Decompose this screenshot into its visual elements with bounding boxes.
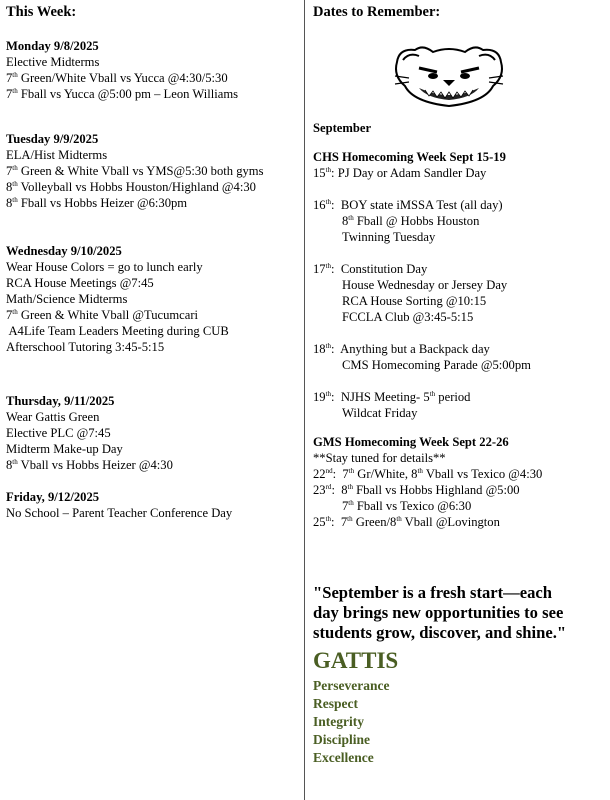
tuesday-line: 8th Volleyball vs Hobbs Houston/Highland @4:30 xyxy=(6,179,256,194)
thursday-line: 8th Vball vs Hobbs Heizer @4:30 xyxy=(6,457,173,472)
dates-to-remember-column xyxy=(313,0,605,767)
event-line: RCA House Sorting @10:15 xyxy=(342,294,487,308)
tuesday-line: ELA/Hist Midterms xyxy=(6,148,108,162)
event-line: 23rd: 8th Fball vs Hobbs Highland @5:00 xyxy=(313,482,520,497)
tuesday-line: 7th Green & White Vball vs YMS@5:30 both gyms xyxy=(6,163,264,178)
event-line: Wildcat Friday xyxy=(342,406,418,420)
gattis-value: Discipline xyxy=(313,732,371,747)
event-line: 18th: Anything but a Backpack day xyxy=(313,341,490,356)
monday-title: Monday 9/8/2025 xyxy=(6,39,99,53)
event-line: 17th: Constitution Day xyxy=(313,261,428,276)
event-line: 25th: 7th Green/8th Vball @Lovington xyxy=(313,514,500,529)
event-line: 16th: BOY state iMSSA Test (all day) xyxy=(313,197,503,212)
monday-block xyxy=(6,38,296,102)
thursday-line: Wear Gattis Green xyxy=(6,410,100,424)
gattis-title: GATTIS xyxy=(313,648,399,673)
event-line: Twinning Tuesday xyxy=(342,230,436,244)
event-line: 8th Fball @ Hobbs Houston xyxy=(342,213,480,228)
chs-title: CHS Homecoming Week Sept 15-19 xyxy=(313,150,506,164)
dates-heading: Dates to Remember: xyxy=(313,4,441,20)
friday-line: No School – Parent Teacher Conference Day xyxy=(6,506,233,520)
quote-line: students grow, discover, and shine." xyxy=(313,623,567,642)
wednesday-line: Wear House Colors = go to lunch early xyxy=(6,260,203,274)
quote-line: "September is a fresh start—each xyxy=(313,583,553,602)
monday-line: 7th Green/White Vball vs Yucca @4:30/5:30 xyxy=(6,70,228,85)
gattis-value: Excellence xyxy=(313,750,374,765)
chs-homecoming-block xyxy=(313,149,605,421)
this-week-heading: This Week: xyxy=(6,4,77,20)
wednesday-line: Math/Science Midterms xyxy=(6,292,128,306)
tuesday-title: Tuesday 9/9/2025 xyxy=(6,132,99,146)
wednesday-title: Wednesday 9/10/2025 xyxy=(6,244,122,258)
thursday-line: Elective PLC @7:45 xyxy=(6,426,111,440)
thursday-line: Midterm Make-up Day xyxy=(6,442,123,456)
month-label: September xyxy=(313,121,372,135)
gms-title: GMS Homecoming Week Sept 22-26 xyxy=(313,435,509,449)
event-line: 19th: NJHS Meeting- 5th period xyxy=(313,389,471,404)
thursday-title: Thursday, 9/11/2025 xyxy=(6,394,115,408)
friday-title: Friday, 9/12/2025 xyxy=(6,490,100,504)
gattis-value: Respect xyxy=(313,696,358,711)
gattis-value: Integrity xyxy=(313,714,364,729)
gms-homecoming-block xyxy=(313,434,605,530)
gattis-values xyxy=(313,647,605,767)
wednesday-line: RCA House Meetings @7:45 xyxy=(6,276,154,290)
thursday-block xyxy=(6,393,296,473)
gattis-value: Perseverance xyxy=(313,678,390,693)
monday-line: 7th Fball vs Yucca @5:00 pm – Leon Williams xyxy=(6,86,239,101)
wednesday-line: Afterschool Tutoring 3:45-5:15 xyxy=(6,340,165,354)
event-line: FCCLA Club @3:45-5:15 xyxy=(342,310,474,324)
quote-line: day brings new opportunities to see xyxy=(313,603,564,622)
gms-note: **Stay tuned for details** xyxy=(313,451,446,465)
wednesday-line: A4Life Team Leaders Meeting during CUB xyxy=(6,324,229,338)
wednesday-line: 7th Green & White Vball @Tucumcari xyxy=(6,307,199,322)
wednesday-block xyxy=(6,243,296,355)
this-week-column xyxy=(6,0,296,521)
column-divider xyxy=(304,0,305,800)
event-line: House Wednesday or Jersey Day xyxy=(342,278,508,292)
event-line: CMS Homecoming Parade @5:00pm xyxy=(342,358,531,372)
monday-line: Elective Midterms xyxy=(6,55,100,69)
wildcat-mascot-icon xyxy=(389,42,509,110)
tuesday-block xyxy=(6,131,296,211)
event-line: 22nd: 7th Gr/White, 8th Vball vs Texico @4:30 xyxy=(313,466,543,481)
event-line: 15th: PJ Day or Adam Sandler Day xyxy=(313,165,487,180)
event-line: 7th Fball vs Texico @6:30 xyxy=(342,498,472,513)
quote-block xyxy=(313,583,605,643)
tuesday-line: 8th Fball vs Hobbs Heizer @6:30pm xyxy=(6,195,188,210)
friday-block xyxy=(6,489,296,521)
